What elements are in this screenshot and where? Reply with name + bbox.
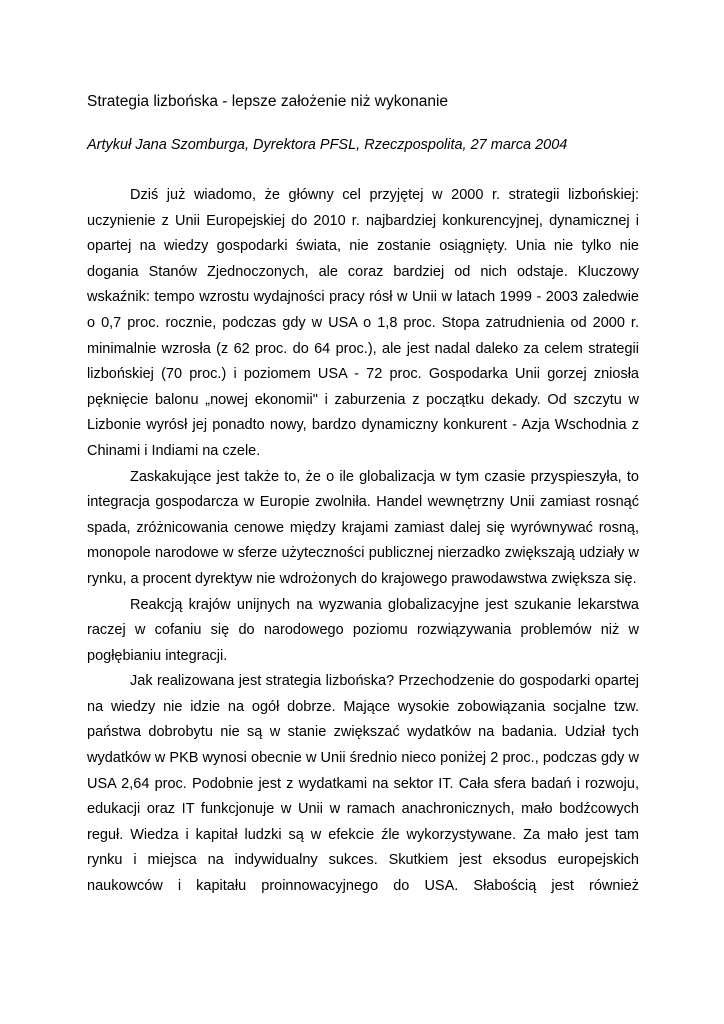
paragraph-3: Reakcją krajów unijnych na wyzwania globalizacyjne jest szukanie lekarstwa raczej w cofaniu się do narodowego poziomu rozwiązywania problemów niż w pogłębianiu integracji. [87, 596, 639, 664]
paragraph-2: Zaskakujące jest także to, że o ile globalizacja w tym czasie przyspieszyła, to integracja gospodarcza w Europie zwolniła. Handel wewnętrzny Unii zamiast rosnąć spada, zróżnicowania cenowe między krajami zamiast dalej się wyrównywać rosną, monopole narodowe w sferze użyteczności publicznej nierzadko zwiększają udziały w rynku, a procent dyrektyw nie wdrożonych do krajowego prawodawstwa zwiększa się. [87, 468, 639, 587]
paragraph-4: Jak realizowana jest strategia lizbońska? Przechodzenie do gospodarki opartej na wiedzy nie idzie na ogół dobrze. Mające wysokie zobowiązania socjalne tzw. państwa dobrobytu nie są w stanie zwiększać wydatków na badania. Udział tych wydatków w PKB wynosi obecnie w Unii średnio nieco poniżej 2 proc., podczas gdy w USA 2,64 proc. Podobnie jest z wydatkami na sektor IT. Cała sfera badań i rozwoju, edukacji oraz IT funkcjonuje w Unii w ramach anachronicznych, mało bodźcowych reguł. Wiedza i kapitał ludzki są w efekcie źle wykorzystywane. Za mało jest tam rynku i miejsca na indywidualny sukces. Skutkiem jest eksodus europejskich naukowców i kapitału proinnowacyjnego do USA. Słabością jest również [87, 673, 639, 895]
document-title: Strategia lizbońska - lepsze założenie niż wykonanie [87, 93, 449, 110]
document-subtitle: Artykuł Jana Szomburga, Dyrektora PFSL, Rzeczpospolita, 27 marca 2004 [87, 137, 568, 153]
paragraph-1: Dziś już wiadomo, że główny cel przyjętej w 2000 r. strategii lizbońskiej: uczynienie z Unii Europejskiej do 2010 r. najbardziej konkurencyjnej, dynamicznej i opartej na wiedzy gospodarki świata, nie zostanie osiągnięty. Unia nie tylko nie dogania Stanów Zjednoczonych, ale coraz bardziej od nich odstaje. Kluczowy wskaźnik: tempo wzrostu wydajności pracy rósł w Unii w latach 1999 - 2003 zaledwie o 0,7 proc. rocznie, podczas gdy w USA o 1,8 proc. Stopa zatrudnienia od 2000 r. minimalnie wzrosła (z 62 proc. do 64 proc.), ale jest nadal daleko za celem strategii lizbońskiej (70 proc.) i poziomem USA - 72 proc. Gospodarka Unii gorzej zniosła pęknięcie balonu „nowej ekonomii" i zaburzenia z początku dekady. Od szczytu w Lizbonie wyrósł jej ponadto nowy, bardzo dynamiczny konkurent - Azja Wschodnia z Chinami i Indiami na czele. [87, 187, 639, 459]
article-body [87, 183, 639, 900]
